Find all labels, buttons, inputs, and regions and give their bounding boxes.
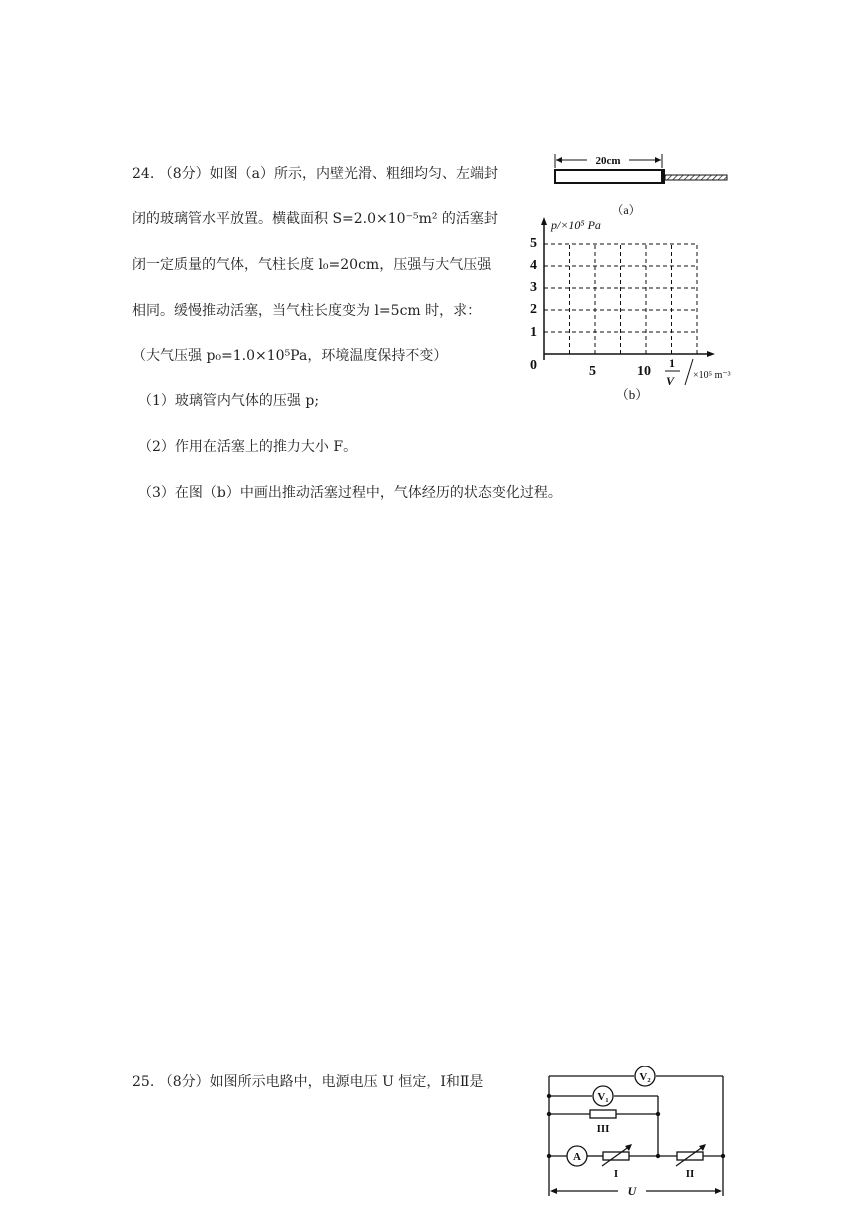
q24-line-3: 闭一定质量的气体，气柱长度 l₀=20cm，压强与大气压强 (132, 257, 492, 273)
figure-b-y-label: p/×10⁵ Pa (551, 218, 601, 232)
q24-question-1: （1）玻璃管内气体的压强 p; (138, 393, 320, 409)
resistor-iii-label: III (596, 1123, 610, 1135)
figure-b-graph (520, 215, 760, 405)
figure-b-x-frac-num: 1 (669, 356, 675, 370)
resistor-iii (590, 1110, 616, 1118)
q24-line-2: 闭的玻璃管水平放置。横截面积 S=2.0×10⁻⁵m² 的活塞封 (132, 211, 498, 227)
circuit-diagram (540, 1066, 740, 1216)
figure-b-x-frac-den: V (666, 374, 675, 388)
figure-b-y-tick-2: 2 (530, 302, 537, 317)
q24-question-3: （3）在图（b）中画出推动活塞过程中，气体经历的状态变化过程。 (138, 485, 562, 501)
ammeter-label: A (573, 1151, 581, 1163)
figure-a-tube (540, 148, 740, 218)
q24-line-1: 24. （8分）如图（a）所示，内壁光滑、粗细均匀、左端封 (132, 166, 498, 182)
figure-b-y-tick-1: 1 (530, 325, 537, 340)
rheostat-i-label: I (613, 1168, 619, 1180)
rheostat-ii-label: II (685, 1168, 695, 1180)
figure-b-grid (544, 244, 697, 354)
q25-line-1: 25. （8分）如图所示电路中，电源电压 U 恒定，Ⅰ和Ⅱ是 (132, 1074, 484, 1090)
q24-line-4: 相同。缓慢推动活塞，当气柱长度变为 l=5cm 时，求： (132, 303, 482, 319)
figure-b-x-tick-10: 10 (637, 364, 651, 379)
figure-b-origin: 0 (530, 358, 537, 373)
figure-b-y-tick-5: 5 (530, 236, 537, 251)
figure-a-caption: （a） (611, 203, 641, 217)
q24-line-5: （大气压强 p₀=1.0×10⁵Pa，环境温度保持不变） (132, 348, 448, 364)
voltmeter-v2-label: V₂ (639, 1071, 651, 1083)
figure-a-length-label: 20cm (595, 155, 621, 167)
figure-b-y-tick-4: 4 (530, 258, 537, 273)
figure-b-x-tick-5: 5 (589, 364, 596, 379)
voltmeter-v1-label: V₁ (597, 1091, 609, 1103)
q24-question-2: （2）作用在活塞上的推力大小 F。 (138, 439, 358, 455)
voltage-u-label: U (627, 1184, 637, 1198)
figure-b-caption: （b） (615, 387, 649, 402)
figure-b-y-tick-3: 3 (530, 280, 537, 295)
figure-b-x-unit: ×10⁵ m⁻³ (693, 370, 731, 381)
